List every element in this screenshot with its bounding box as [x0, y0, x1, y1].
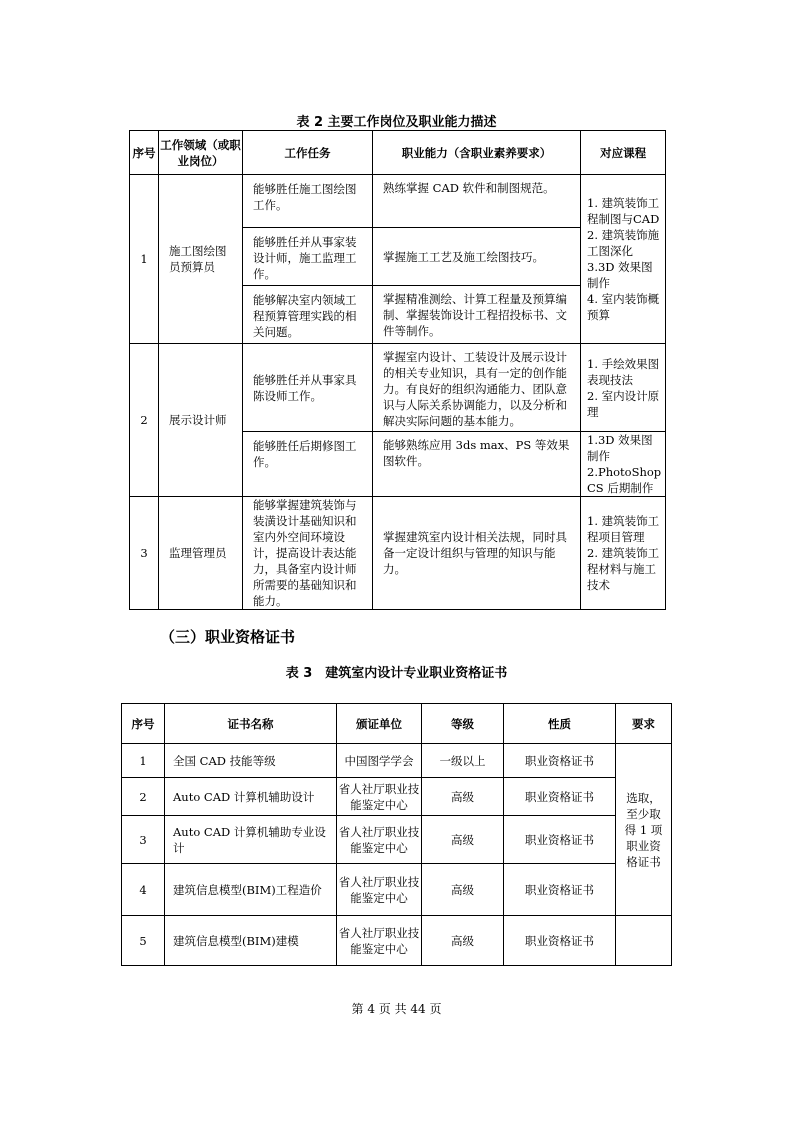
row-courses	[581, 497, 666, 610]
cert-requirement-empty	[616, 916, 672, 966]
page-footer: 第 4 页 共 44 页	[351, 1002, 442, 1016]
header-name: 证书名称	[165, 704, 337, 744]
course-item: 1.3D 效果图制作	[587, 433, 653, 463]
row-field: 施工图绘图员预算员	[159, 175, 243, 344]
row-ability: 掌握精准测绘、计算工程量及预算编制、掌握装饰设计工程招投标书、文件等制作。	[373, 286, 581, 344]
row-ability: 熟练掌握 CAD 软件和制图规范。	[373, 175, 581, 228]
row-field: 监理管理员	[159, 497, 243, 610]
table-row	[122, 916, 672, 966]
course-item: 2.PhotoShop CS 后期制作	[587, 465, 662, 495]
course-item: 4. 室内装饰概预算	[587, 292, 660, 322]
cert-type: 职业资格证书	[504, 916, 616, 966]
table-row	[130, 497, 666, 610]
cert-level: 一级以上	[422, 744, 504, 778]
cert-name: Auto CAD 计算机辅助设计	[165, 778, 337, 816]
cert-name: Auto CAD 计算机辅助专业设计	[165, 816, 337, 864]
header-requirement: 要求	[616, 704, 672, 744]
row-ability: 能够熟练应用 3ds max、PS 等效果图软件。	[373, 432, 581, 497]
cert-issuer: 中国图学学会	[337, 744, 422, 778]
course-item: 1. 建筑装饰工程制图与CAD	[587, 196, 660, 226]
row-task: 能够胜任并从事家具陈设师工作。	[243, 344, 373, 432]
cert-type: 职业资格证书	[504, 816, 616, 864]
header-no: 序号	[130, 131, 159, 175]
course-item: 2. 室内设计原理	[587, 388, 660, 419]
row-no: 2	[130, 344, 159, 497]
cert-name: 建筑信息模型(BIM)工程造价	[165, 864, 337, 916]
row-no: 3	[130, 497, 159, 610]
course-item: 2. 建筑装饰施工图深化	[587, 228, 660, 258]
certificate-table	[121, 703, 672, 966]
cert-no: 3	[122, 816, 165, 864]
cert-requirement: 选取，至少取得 1 项职业资格证书	[616, 744, 672, 916]
row-ability: 掌握建筑室内设计相关法规，同时具备一定设计组织与管理的知识与能力。	[373, 497, 581, 610]
cert-issuer: 省人社厅职业技能鉴定中心	[337, 864, 422, 916]
course-item: 2. 建筑装饰工程材料与施工技术	[587, 546, 660, 592]
header-ability: 职业能力（含职业素养要求）	[373, 131, 581, 175]
row-courses	[581, 344, 666, 432]
header-task: 工作任务	[243, 131, 373, 175]
table2-caption: 表 2 主要工作岗位及职业能力描述	[296, 115, 497, 130]
row-courses	[581, 432, 666, 497]
table-row	[122, 816, 672, 864]
cert-no: 1	[122, 744, 165, 778]
header-no: 序号	[122, 704, 165, 744]
cert-no: 2	[122, 778, 165, 816]
cert-name: 建筑信息模型(BIM)建模	[165, 916, 337, 966]
header-field: 工作领域（或职业岗位）	[159, 131, 243, 175]
header-course: 对应课程	[581, 131, 666, 175]
table-row	[130, 344, 666, 432]
cert-level: 高级	[422, 778, 504, 816]
cert-name: 全国 CAD 技能等级	[165, 744, 337, 778]
cert-no: 5	[122, 916, 165, 966]
table-row	[122, 864, 672, 916]
row-task: 能够掌握建筑装饰与装潢设计基础知识和室内外空间环境设计，提高设计表达能力，具备室内设计师所需要的基础知识和能力。	[243, 497, 373, 610]
course-item: 1. 建筑装饰工程项目管理	[587, 514, 660, 544]
cert-issuer: 省人社厅职业技能鉴定中心	[337, 916, 422, 966]
header-level: 等级	[422, 704, 504, 744]
cert-type: 职业资格证书	[504, 864, 616, 916]
cert-level: 高级	[422, 864, 504, 916]
cert-type: 职业资格证书	[504, 744, 616, 778]
row-task: 能够解决室内领域工程预算管理实践的相关问题。	[243, 286, 373, 344]
row-field: 展示设计师	[159, 344, 243, 497]
course-item: 3.3D 效果图制作	[587, 260, 653, 290]
table-header-row	[122, 704, 672, 744]
header-type: 性质	[504, 704, 616, 744]
row-task: 能够胜任并从事家装设计师，施工监理工作。	[243, 228, 373, 286]
cert-no: 4	[122, 864, 165, 916]
header-issuer: 颁证单位	[337, 704, 422, 744]
row-courses	[581, 175, 666, 344]
cert-level: 高级	[422, 916, 504, 966]
row-task: 能够胜任施工图绘图工作。	[243, 175, 373, 228]
cert-issuer: 省人社厅职业技能鉴定中心	[337, 778, 422, 816]
table-row	[130, 175, 666, 228]
cert-level: 高级	[422, 816, 504, 864]
row-task: 能够胜任后期修图工作。	[243, 432, 373, 497]
cert-issuer: 省人社厅职业技能鉴定中心	[337, 816, 422, 864]
job-ability-table	[129, 130, 666, 610]
row-ability: 掌握室内设计、工装设计及展示设计的相关专业知识，具有一定的创作能力。有良好的组织沟通能力、团队意识与人际关系协调能力，以及分析和解决实际问题的基本能力。	[373, 344, 581, 432]
table-row	[122, 778, 672, 816]
table-row	[122, 744, 672, 778]
table-header-row	[130, 131, 666, 175]
row-ability: 掌握施工工艺及施工绘图技巧。	[373, 228, 581, 286]
section-heading: （三）职业资格证书	[160, 628, 296, 646]
cert-type: 职业资格证书	[504, 778, 616, 816]
row-no: 1	[130, 175, 159, 344]
table3-caption: 表 3 建筑室内设计专业职业资格证书	[285, 666, 508, 681]
course-item: 1. 手绘效果图表现技法	[587, 356, 660, 387]
